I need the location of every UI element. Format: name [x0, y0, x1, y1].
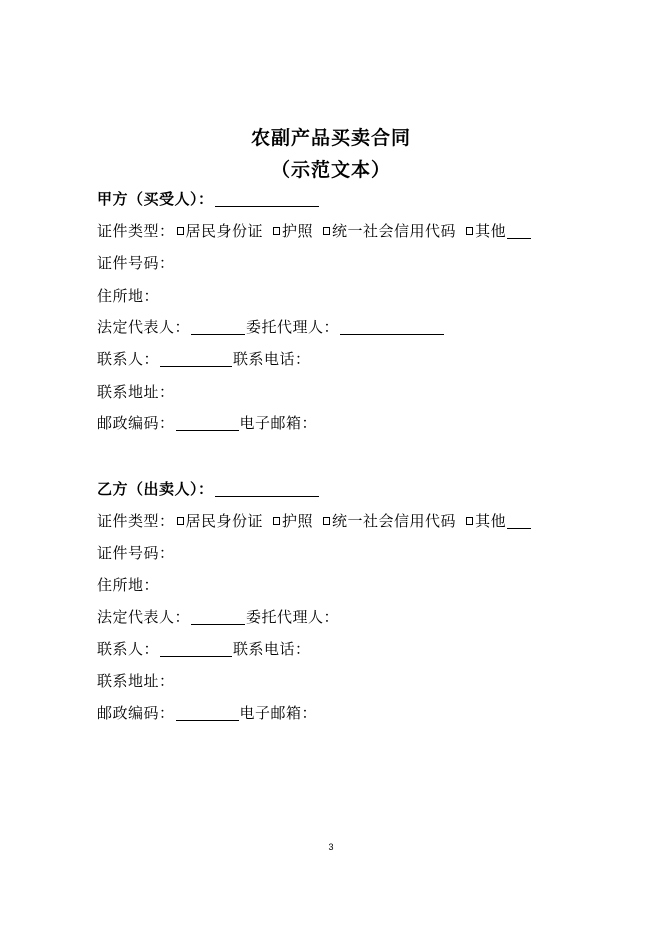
- legal-rep-blank[interactable]: [191, 319, 245, 335]
- option-credit-code-checkbox[interactable]: [323, 517, 330, 525]
- id-type-label: 证件类型：: [97, 512, 175, 530]
- party-a-name-blank[interactable]: [215, 191, 319, 207]
- option-passport-label: 护照: [282, 222, 314, 240]
- party-b-heading-label: 乙方（出卖人）：: [97, 480, 214, 498]
- option-passport-checkbox[interactable]: [273, 517, 280, 525]
- postcode-label: 邮政编码：: [97, 704, 175, 722]
- id-number-label: 证件号码：: [97, 254, 175, 272]
- email-label: 电子邮箱：: [239, 414, 318, 432]
- agent-label: 委托代理人：: [246, 608, 340, 626]
- agent-blank[interactable]: [340, 319, 444, 335]
- party-b-contact-address-row: [97, 671, 175, 691]
- page-number: 3: [328, 842, 334, 852]
- other-blank[interactable]: [507, 513, 531, 529]
- legal-rep-blank[interactable]: [191, 609, 245, 625]
- party-b-address-row: [97, 575, 159, 595]
- contact-blank[interactable]: [160, 351, 232, 367]
- party-b-id-type-row: [97, 511, 532, 531]
- contact-blank[interactable]: [160, 641, 232, 657]
- party-a-heading: [97, 189, 320, 209]
- postcode-blank[interactable]: [176, 705, 239, 721]
- option-id-card-checkbox[interactable]: [177, 517, 184, 525]
- id-type-label: 证件类型：: [97, 222, 175, 240]
- agent-label: 委托代理人：: [246, 318, 340, 336]
- option-credit-code-label: 统一社会信用代码: [332, 512, 457, 530]
- email-label: 电子邮箱：: [239, 704, 318, 722]
- option-id-card-label: 居民身份证: [185, 512, 264, 530]
- option-other-label: 其他: [475, 512, 507, 530]
- legal-rep-label: 法定代表人：: [97, 318, 191, 336]
- party-b-name-blank[interactable]: [215, 481, 319, 497]
- id-number-label: 证件号码：: [97, 544, 175, 562]
- contact-address-label: 联系地址：: [97, 672, 175, 690]
- option-other-checkbox[interactable]: [466, 227, 473, 235]
- document-title: 农副产品买卖合同: [250, 127, 411, 149]
- address-label: 住所地：: [97, 576, 160, 594]
- option-other-checkbox[interactable]: [466, 517, 473, 525]
- option-passport-label: 护照: [282, 512, 314, 530]
- postcode-blank[interactable]: [176, 415, 239, 431]
- contact-label: 联系人：: [97, 350, 160, 368]
- option-passport-checkbox[interactable]: [273, 227, 280, 235]
- party-a-postcode-row: [97, 413, 317, 433]
- party-b-contact-row: [97, 639, 311, 659]
- party-a-contact-row: [97, 349, 311, 369]
- party-a-id-type-row: [97, 221, 532, 241]
- option-credit-code-checkbox[interactable]: [323, 227, 330, 235]
- document-subtitle: （示范文本）: [270, 159, 391, 181]
- other-blank[interactable]: [507, 223, 531, 239]
- address-label: 住所地：: [97, 287, 160, 305]
- contact-address-label: 联系地址：: [97, 383, 175, 401]
- option-id-card-checkbox[interactable]: [177, 227, 184, 235]
- party-a-id-number-row: [97, 253, 175, 273]
- party-b-postcode-row: [97, 703, 317, 723]
- option-other-label: 其他: [475, 222, 507, 240]
- party-b-id-number-row: [97, 543, 175, 563]
- phone-label: 联系电话：: [233, 350, 311, 368]
- legal-rep-label: 法定代表人：: [97, 608, 191, 626]
- postcode-label: 邮政编码：: [97, 414, 175, 432]
- party-b-rep-row: [97, 607, 339, 627]
- party-a-address-row: [97, 286, 159, 306]
- party-a-contact-address-row: [97, 382, 175, 402]
- party-b-heading: [97, 479, 320, 499]
- phone-label: 联系电话：: [233, 640, 311, 658]
- party-a-heading-label: 甲方（买受人）：: [97, 190, 214, 208]
- party-a-rep-row: [97, 317, 445, 337]
- contact-label: 联系人：: [97, 640, 160, 658]
- option-id-card-label: 居民身份证: [185, 222, 264, 240]
- option-credit-code-label: 统一社会信用代码: [332, 222, 457, 240]
